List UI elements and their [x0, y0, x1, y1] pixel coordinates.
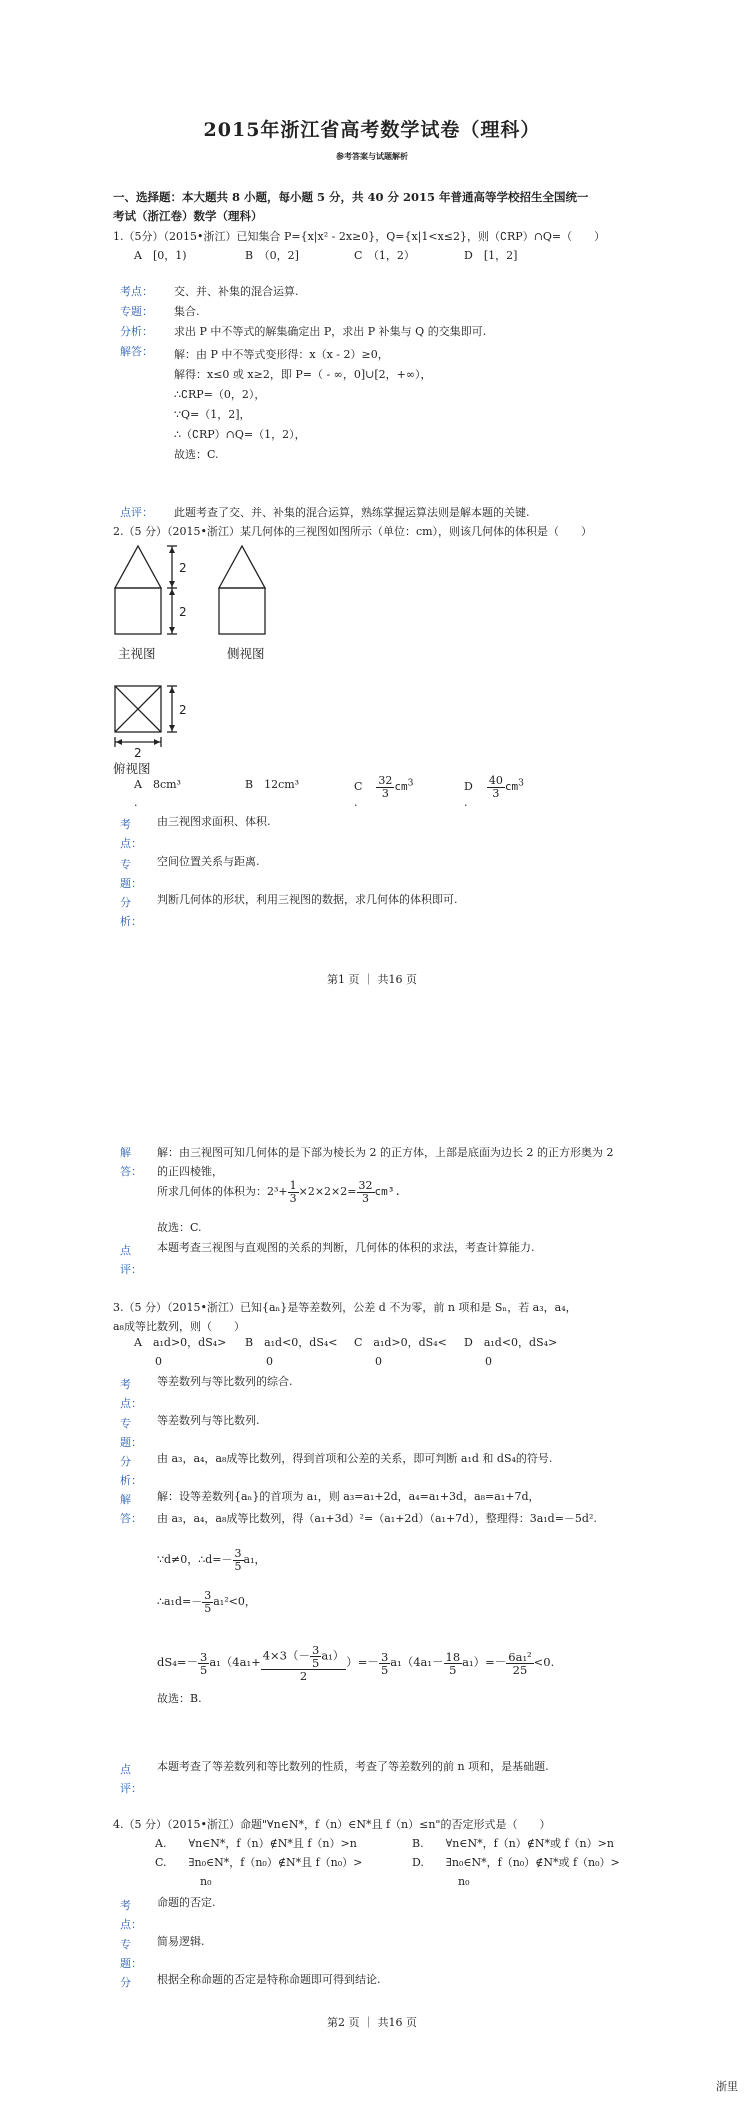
fraction: $\frac{3}{5}$: [204, 1589, 212, 1615]
option-letter: C: [354, 780, 363, 794]
q2-choice: 故选：C.: [157, 1221, 202, 1234]
fraction: $\frac{3}{5}$: [200, 1649, 208, 1677]
option-tail: n₀: [200, 1875, 212, 1888]
fraction: $\frac{32}{3}$: [378, 774, 393, 800]
q3-dianping: 本题考查了等差数列和等比数列的性质，考查了等差数列的前 n 项和，是基础题.: [157, 1760, 549, 1773]
q1-fenxi: 求出 P 中不等式的解集确定出 P，求出 P 补集与 Q 的交集即可.: [174, 325, 487, 338]
side-view-triangle: [219, 546, 265, 588]
unit-cm: cm: [504, 780, 519, 794]
side-view-label: 侧视图: [227, 646, 265, 661]
q2-stem: 2.（5 分）（2015•浙江）某几何体的三视图如图所示（单位：cm），则该几何体的体积是（ ）: [113, 525, 593, 538]
q1-option-b: B （0，2]: [245, 249, 299, 262]
option-tail: 0: [266, 1355, 273, 1368]
q2-option-d: D $\frac{40}{3}$ $cm^3$: [464, 774, 524, 800]
q1-stem: 1.（5分）（2015•浙江）已知集合 P={x|x² - 2x≥0}，Q={x|1<x≤2}，则（∁RP）∩Q=（ ）: [113, 230, 606, 243]
q2-fenxi: 判断几何体的形状，利用三视图的数据，求几何体的体积即可.: [157, 893, 458, 906]
q4-option-a: A. ∀n∈N*，f（n）∉N*且 f（n）>n: [155, 1837, 357, 1850]
option-tail: n₀: [458, 1875, 470, 1888]
fraction: $\frac{3}{5}$: [380, 1649, 389, 1677]
three-view-figure: [110, 542, 310, 776]
q3-jieda-line1: 解：设等差数列{aₙ}的首项为 a₁，则 a₃=a₁+2d，a₄=a₁+3d，a₈=a₁+7d，: [157, 1490, 540, 1503]
front-view-square: [115, 588, 161, 634]
q2-jieda-label: 解 答：: [120, 1146, 142, 1178]
q3-option-c: C a₁d>0，dS₄<: [354, 1336, 447, 1349]
q3-zhuanti: 等差数列与等比数列.: [157, 1414, 260, 1427]
q1-zhuanti: 集合.: [174, 305, 200, 318]
q3-kaodian: 等差数列与等比数列的综合.: [157, 1375, 293, 1388]
q1-fenxi-label: 分析：: [120, 325, 153, 338]
unit-cm: cm: [394, 780, 408, 794]
q4-fenxi-label: 分: [120, 1976, 131, 1989]
fraction: $\frac{40}{3}$: [488, 774, 503, 800]
q2-option-b: B 12cm³: [245, 778, 300, 791]
option-tail: 0: [155, 1355, 162, 1368]
q2-jieda: [157, 1143, 613, 1181]
q2-jieda-line: 的正四棱锥，: [157, 1165, 223, 1178]
q1-jieda-line: 解得：x≤0 或 x≥2，即 P=（ - ∞，0]∪[2，+∞），: [174, 368, 432, 381]
fraction: 4×3（－ $\frac{3}{5}$ a₁） 2: [262, 1643, 345, 1684]
q2-fenxi-label: 分 析：: [120, 896, 142, 928]
q2-zhuanti-label: 专 题：: [120, 858, 142, 890]
option-tail: 0: [375, 1355, 382, 1368]
q1-option-a: A [0，1): [134, 249, 187, 262]
dim-label: 2: [179, 703, 187, 717]
fraction: $\frac{3}{5}$: [312, 1643, 320, 1671]
q2-dianping: 本题考查三视图与直观图的关系的判断，几何体的体积的求法，考查计算能力.: [157, 1241, 535, 1254]
section-heading-line2: 考试（浙江卷）数学（理科）: [113, 209, 263, 223]
option-tail: 0: [485, 1355, 492, 1368]
q4-option-c: C. ∃n₀∈N*，f（n₀）∉N*且 f（n₀）>: [155, 1856, 363, 1869]
q1-jieda: [174, 345, 432, 465]
q1-kaodian: 交、并、补集的混合运算.: [174, 285, 299, 298]
section-heading: [113, 188, 653, 226]
dim-label: 2: [179, 561, 187, 575]
q3-jieda-line2: 由 a₃，a₄，a₈成等比数列，得（a₁+3d）²=（a₁+2d）（a₁+7d），整理得：3a₁d=－5d².: [157, 1512, 597, 1525]
q1-option-c: C （1，2）: [354, 249, 415, 262]
q2-option-c: C $\frac{32}{3}$ $cm^3$: [354, 774, 414, 800]
section-heading-line1: 一、选择题：本大题共 8 小题，每小题 5 分，共 40 分 2015 年普通高等学校招生全国统一: [113, 190, 589, 204]
q3-jieda-line4: ∴a₁d=－ $\frac{3}{5}$ a₁²<0，: [157, 1589, 256, 1615]
q3-option-a: A a₁d>0，dS₄>: [134, 1336, 227, 1349]
q1-jieda-line: ∵Q=（1，2]，: [174, 408, 251, 421]
q1-jieda-line: ∴∁RP=（0，2），: [174, 388, 266, 401]
q3-fenxi-label: 分 析：: [120, 1455, 142, 1487]
dim-label: 2: [134, 746, 142, 760]
fraction: $\frac{\text{6a₁²}}{25}$: [508, 1649, 532, 1677]
q2-jieda-line: 解：由三视图可知几何体的是下部为棱长为 2 的正方体，上部是底面为边长 2 的正方形奥为 2: [157, 1146, 614, 1159]
q3-jieda-label: 解 答：: [120, 1493, 142, 1525]
q3-kaodian-label: 考 点：: [120, 1378, 142, 1410]
q1-dianping: 此题考查了交、并、补集的混合运算，熟练掌握运算法则是解本题的关键.: [174, 506, 530, 519]
q2-volume-formula: 所求几何体的体积为：2³+ $\frac{1}{3}$ ×2×2×2= $\frac{32}{3}$ cm³.: [157, 1179, 401, 1205]
q1-jieda-line: 故选：C.: [174, 448, 219, 461]
q1-dianping-label: 点评：: [120, 506, 153, 519]
fraction: $\frac{32}{3}$: [358, 1179, 373, 1205]
q3-option-d: D a₁d<0，dS₄>: [464, 1336, 558, 1349]
q3-stem: 3.（5 分）（2015•浙江）已知{aₙ}是等差数列，公差 d 不为零，前 n 项和是 Sₙ，若 a₃，a₄， a₈成等比数列，则（ ）: [113, 1301, 577, 1333]
q1-kaodian-label: 考点：: [120, 285, 153, 298]
q4-zhuanti: 简易逻辑.: [157, 1935, 205, 1948]
q4-kaodian: 命题的否定.: [157, 1896, 216, 1909]
q1-option-d: D [1，2]: [464, 249, 518, 262]
q4-option-d: D. ∃n₀∈N*，f（n₀）∉N*或 f（n₀）>: [412, 1856, 620, 1869]
edge-text: 浙里: [716, 2080, 738, 2093]
front-view-triangle: [115, 546, 161, 588]
q2-kaodian: 由三视图求面积、体积.: [157, 815, 271, 828]
q1-jieda-line: 解：由 P 中不等式变形得：x（x - 2）≥0，: [174, 348, 389, 361]
q3-choice: 故选：B.: [157, 1692, 202, 1705]
q1-zhuanti-label: 专题：: [120, 305, 153, 318]
q4-zhuanti-label: 专 题：: [120, 1938, 142, 1970]
q3-fenxi: 由 a₃，a₄，a₈成等比数列，得到首项和公差的关系，即可判断 a₁d 和 dS₄的符号.: [157, 1452, 553, 1465]
q3-dianping-label: 点 评：: [120, 1763, 142, 1795]
q4-stem: 4.（5 分）（2015•浙江）命题"∀n∈N*，f（n）∈N*且 f（n）≤n"的否定形式是（ ）: [113, 1818, 551, 1831]
q3-jieda-line5: dS₄=－ $\frac{3}{5}$ a₁（4a₁+ 4×3（－ $\frac{3}{5}$ a₁） 2 ）=－ $\frac{3}{5}$ a₁（4a₁－ $\frac{18}{5}$ a₁）=－ $\frac{\text{6a₁²}}{25}$ <0.: [157, 1643, 555, 1684]
q2-option-a: A 8cm³: [134, 778, 181, 791]
front-view-label: 主视图: [118, 646, 156, 661]
q4-kaodian-label: 考 点：: [120, 1899, 142, 1931]
q3-zhuanti-label: 专 题：: [120, 1417, 142, 1449]
page-footer: 第2 页 ｜ 共16 页: [327, 2016, 417, 2029]
page-footer: 第1 页 ｜ 共16 页: [327, 973, 417, 986]
q1-jieda-line: ∴（∁RP）∩Q=（1，2），: [174, 428, 306, 441]
q4-option-b: B. ∀n∈N*，f（n）∉N*或 f（n）>n: [412, 1837, 614, 1850]
q2-kaodian-label: 考 点：: [120, 818, 142, 850]
fraction: $\frac{3}{5}$: [234, 1547, 242, 1573]
page-subtitle: 参考答案与试题解析: [336, 151, 408, 161]
side-view-square: [219, 588, 265, 634]
fraction: $\frac{1}{3}$: [289, 1179, 297, 1205]
page-title: 2015年浙江省高考数学试卷（理科）: [203, 119, 541, 141]
option-letter: D: [464, 780, 473, 794]
dim-label: 2: [179, 605, 187, 619]
q3-jieda-line3: ∵d≠0，∴d=－ $\frac{3}{5}$ a₁，: [157, 1547, 266, 1573]
q2-zhuanti: 空间位置关系与距离.: [157, 855, 260, 868]
q2-dianping-label: 点 评：: [120, 1244, 142, 1276]
fraction: $\frac{18}{5}$: [445, 1649, 461, 1677]
q1-jieda-label: 解答：: [120, 345, 153, 358]
top-view-label: 俯视图: [113, 761, 151, 776]
q3-option-b: B a₁d<0，dS₄<: [245, 1336, 338, 1349]
q4-fenxi: 根据全称命题的否定是特称命题即可得到结论.: [157, 1973, 381, 1986]
